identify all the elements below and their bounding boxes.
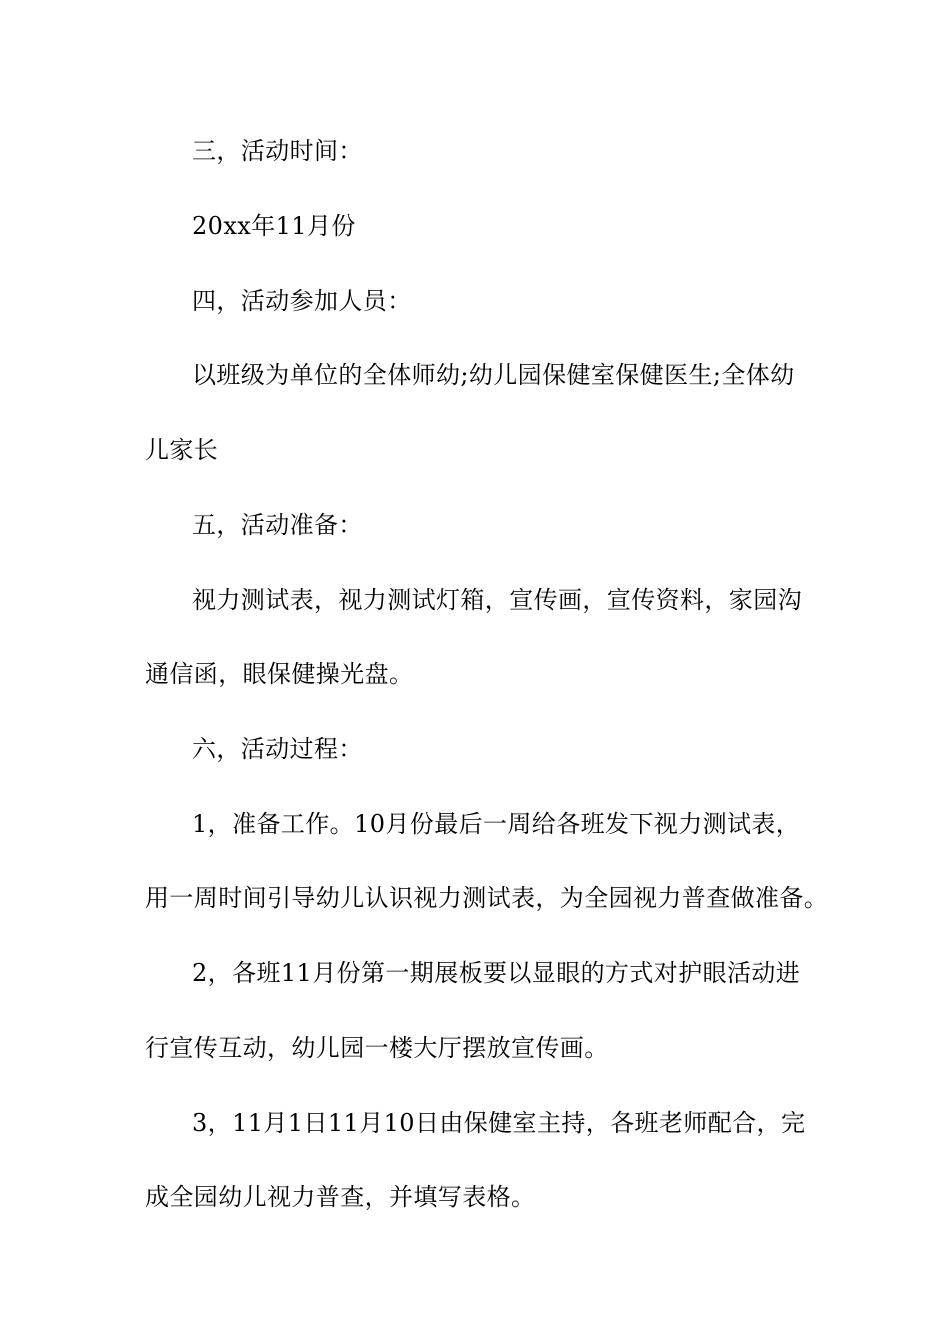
paragraph-line: 儿家长: [145, 436, 219, 464]
paragraph-line: 以班级为单位的全体师幼;幼儿园保健室保健医生;全体幼: [192, 361, 795, 389]
paragraph-line: 2，各班11月份第一期展板要以显眼的方式对护眼活动进: [192, 959, 801, 987]
paragraph-line: 1，准备工作。10月份最后一周给各班发下视力测试表，: [192, 810, 801, 838]
section-heading-preparation: 五，活动准备：: [192, 511, 363, 539]
paragraph-line: 行宣传互动，幼儿园一楼大厅摆放宣传画。: [145, 1034, 609, 1062]
paragraph-line: 用一周时间引导幼儿认识视力测试表，为全园视力普查做准备。: [145, 884, 829, 912]
paragraph-line: 3，11月1日11月10日由保健室主持，各班老师配合，完: [192, 1109, 806, 1137]
section-heading-process: 六，活动过程：: [192, 735, 363, 763]
paragraph-line: 视力测试表，视力测试灯箱，宣传画，宣传资料，家园沟: [192, 586, 802, 614]
paragraph-line: 成全园幼儿视力普查，并填写表格。: [145, 1183, 536, 1211]
section-heading-time: 三，活动时间：: [192, 137, 363, 165]
section-heading-participants: 四，活动参加人员：: [192, 287, 412, 315]
paragraph-line: 通信函，眼保健操光盘。: [145, 660, 414, 688]
paragraph-line: 20xx年11月份: [192, 212, 356, 240]
